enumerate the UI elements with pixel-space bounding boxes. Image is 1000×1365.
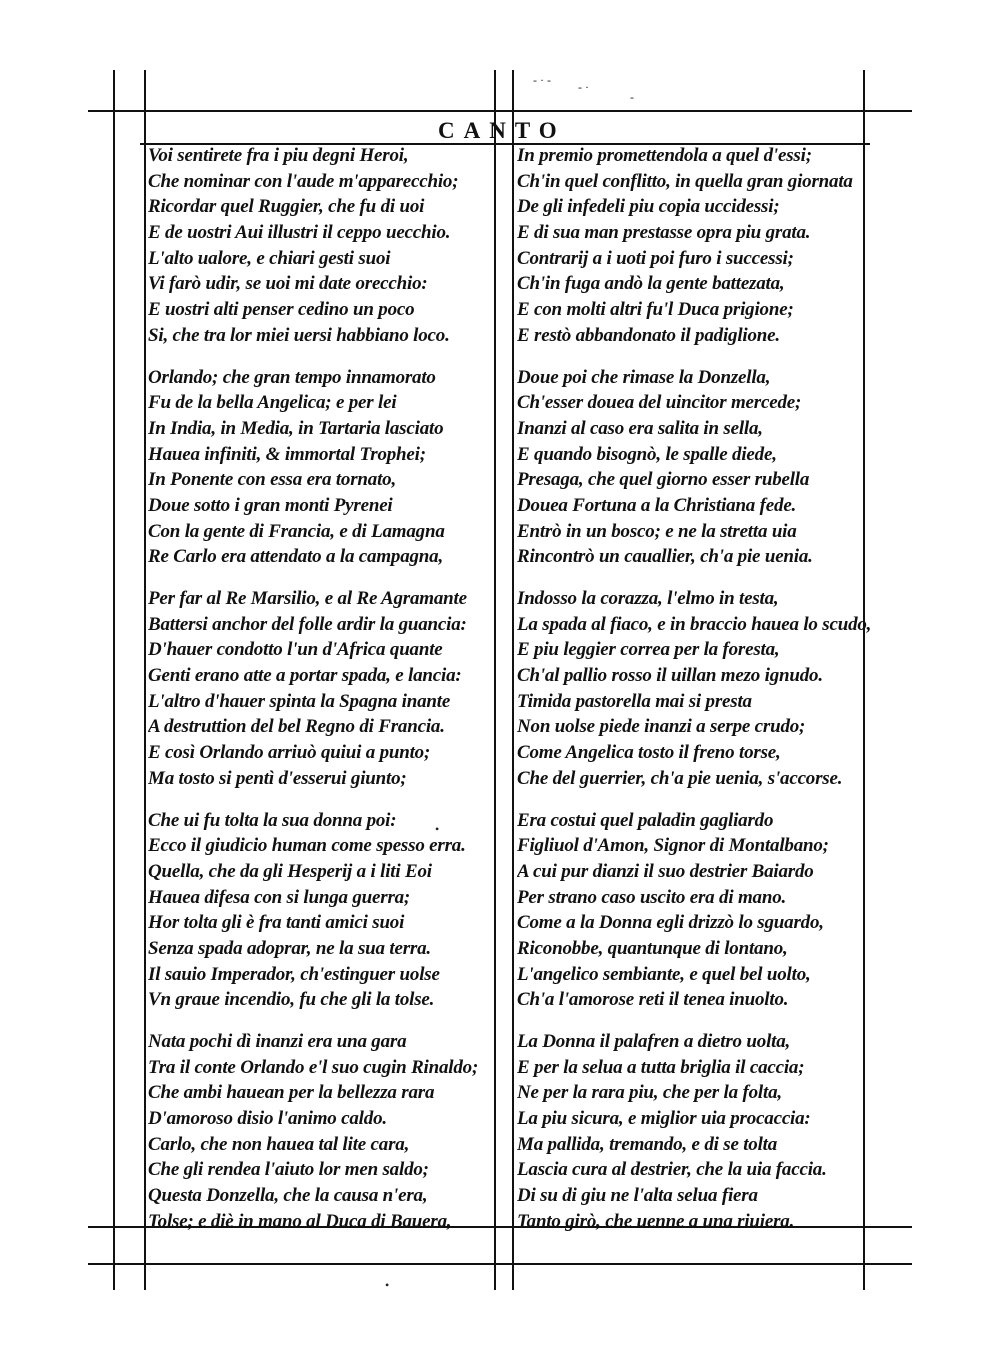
verse-line: Ch'a l'amorose reti il tenea inuolto. — [517, 989, 789, 1011]
verse-line: D'amoroso disio l'animo caldo. — [148, 1108, 387, 1130]
stanza — [148, 143, 493, 349]
top-horizontal-rule — [88, 110, 912, 112]
verse-line: Ch'esser douea del uincitor mercede; — [517, 392, 802, 414]
verse-line: La spada al fiaco, e in braccio hauea lo scudo, — [517, 613, 872, 635]
verse-line: Vn graue incendio, fu che gli la tolse. — [148, 989, 435, 1011]
verse-line: E quando bisognò, le spalle diede, — [517, 443, 777, 465]
verse-line: Tra il conte Orlando e'l suo cugin Rinaldo; — [148, 1056, 479, 1078]
scan-speck: • — [385, 1278, 390, 1292]
verse-line: Si, che tra lor miei uersi habbiano loco. — [148, 324, 450, 346]
verse-line: Il sauio Imperador, ch'estinguer uolse — [148, 963, 440, 985]
verse-line: L'angelico sembiante, e quel bel uolto, — [517, 963, 811, 985]
stanza — [148, 808, 493, 1014]
verse-line: Doue sotto i gran monti Pyrenei — [148, 494, 393, 516]
verse-line: Inanzi al caso era salita in sella, — [517, 417, 763, 439]
verse-line: Ch'in fuga andò la gente battezata, — [517, 273, 785, 295]
verse-line: In Ponente con essa era tornato, — [148, 469, 397, 491]
left-outer-vertical-rule — [113, 70, 115, 1290]
verse-line: Hor tolta gli è fra tanti amici suoi — [148, 912, 405, 934]
verse-line: Ma tosto si pentì d'esserui giunto; — [148, 767, 407, 789]
verse-line: De gli infedeli piu copia uccidessi; — [517, 196, 780, 218]
verse-line: Quella, che da gli Hesperij a i liti Eoi — [148, 860, 432, 882]
scan-speck: - · - — [533, 73, 551, 87]
verse-line: Timida pastorella mai si presta — [517, 690, 752, 712]
center-vertical-rule-1 — [494, 70, 496, 1290]
verse-line: Voi sentirete fra i piu degni Heroi, — [148, 145, 409, 166]
left-column — [148, 143, 493, 1251]
verse-line: La piu sicura, e miglior uia procaccia: — [517, 1108, 811, 1130]
verse-line: Di su di giu ne l'alta selua fiera — [517, 1185, 758, 1207]
verse-line: Come Angelica tosto il freno torse, — [517, 742, 781, 764]
verse-line: Genti erano atte a portar spada, e lancia: — [148, 665, 462, 687]
verse-line: Lascia cura al destrier, che la uia faccia. — [517, 1159, 827, 1181]
verse-line: E di sua man prestasse opra piu grata. — [517, 222, 811, 244]
verse-line: Doue poi che rimase la Donzella, — [517, 366, 771, 388]
verse-line: Douea Fortuna a la Christiana fede. — [517, 494, 797, 516]
stanza — [517, 808, 877, 1014]
verse-line: Che del guerrier, ch'a pie uenia, s'accorse. — [517, 767, 843, 789]
stanza — [517, 586, 877, 792]
verse-line: Battersi anchor del folle ardir la guancia: — [148, 613, 467, 635]
verse-line: Che gli rendea l'aiuto lor men saldo; — [148, 1159, 429, 1181]
verse-line: In India, in Media, in Tartaria lasciato — [148, 417, 444, 439]
verse-line: La Donna il palafren a dietro uolta, — [517, 1031, 791, 1052]
verse-line: Hauea difesa con si lunga guerra; — [148, 886, 411, 908]
stanza — [148, 365, 493, 571]
verse-line: Che nominar con l'aude m'apparecchio; — [148, 170, 459, 192]
verse-line: Re Carlo era attendato a la campagna, — [148, 546, 444, 568]
verse-line: Orlando; che gran tempo innamorato — [148, 366, 436, 388]
stanza — [517, 365, 877, 571]
verse-line: Ch'in quel conflitto, in quella gran giornata — [517, 170, 853, 192]
verse-line: Vi farò udir, se uoi mi date orecchio: — [148, 273, 428, 295]
verse-line: Carlo, che non hauea tal lite cara, — [148, 1133, 410, 1155]
verse-line: Tanto girò, che uenne a una riuiera. — [517, 1210, 795, 1232]
verse-line: A destruttion del bel Regno di Francia. — [148, 716, 445, 738]
verse-line: E restò abbandonato il padiglione. — [517, 324, 780, 346]
verse-line: Figliuol d'Amon, Signor di Montalbano; — [517, 835, 829, 857]
verse-line: Ricordar quel Ruggier, che fu di uoi — [148, 196, 425, 218]
bottom-horizontal-rule-2 — [88, 1263, 912, 1265]
verse-line: Nata pochi dì inanzi era una gara — [148, 1031, 407, 1052]
verse-line: Riconobbe, quantunque di lontano, — [517, 937, 788, 959]
stanza — [517, 143, 877, 349]
verse-line: Rincontrò un cauallier, ch'a pie uenia. — [517, 546, 813, 568]
page-title: CANTO — [438, 118, 566, 143]
center-vertical-rule-2 — [512, 70, 514, 1290]
verse-line: E con molti altri fu'l Duca prigione; — [517, 299, 794, 321]
verse-line: Contrarij a i uoti poi furo i successi; — [517, 247, 794, 269]
verse-line: L'alto ualore, e chiari gesti suoi — [148, 247, 391, 269]
verse-line: Per strano caso uscito era di mano. — [517, 886, 787, 908]
verse-line: Che ambi hauean per la bellezza rara — [148, 1082, 435, 1104]
verse-line: Ecco il giudicio human come spesso erra. — [148, 835, 466, 857]
scan-speck: • — [435, 822, 440, 836]
verse-line: Tolse; e diè in mano al Duca di Bauera, — [148, 1210, 452, 1232]
verse-line: Con la gente di Francia, e di Lamagna — [148, 520, 445, 542]
verse-line: Per far al Re Marsilio, e al Re Agramante — [148, 588, 467, 609]
verse-line: Presaga, che quel giorno esser rubella — [517, 469, 810, 491]
verse-line: Ne per la rara piu, che per la folta, — [517, 1082, 782, 1104]
verse-line: Fu de la bella Angelica; e per lei — [148, 392, 397, 414]
scan-speck: - — [630, 90, 634, 104]
right-column — [517, 143, 877, 1251]
verse-line: Ma pallida, tremando, e di se tolta — [517, 1133, 778, 1155]
verse-line: Era costui quel paladin gagliardo — [517, 809, 774, 831]
left-inner-vertical-rule — [144, 70, 146, 1290]
verse-line: L'altro d'hauer spinta la Spagna inante — [148, 690, 451, 712]
stanza — [517, 1029, 877, 1235]
stanza — [148, 1029, 493, 1235]
scan-speck: - · — [578, 80, 589, 94]
verse-line: D'hauer condotto l'un d'Africa quante — [148, 639, 443, 661]
stanza — [148, 586, 493, 792]
verse-line: Questa Donzella, che la causa n'era, — [148, 1185, 428, 1207]
verse-line: Ch'al pallio rosso il uillan mezo ignudo. — [517, 665, 823, 687]
verse-line: Entrò in un bosco; e ne la stretta uia — [517, 520, 797, 542]
verse-line: A cui pur dianzi il suo destrier Baiardo — [517, 860, 814, 882]
verse-line: E per la selua a tutta briglia il caccia; — [517, 1056, 805, 1078]
verse-line: E uostri alti penser cedino un poco — [148, 299, 415, 321]
verse-line: Come a la Donna egli drizzò lo sguardo, — [517, 912, 824, 934]
verse-line: Senza spada adoprar, ne la sua terra. — [148, 937, 431, 959]
verse-line: Che ui fu tolta la sua donna poi: — [148, 809, 397, 831]
verse-line: Hauea infiniti, & immortal Trophei; — [148, 443, 426, 465]
verse-line: E piu leggier correa per la foresta, — [517, 639, 780, 661]
verse-line: E così Orlando arriuò quiui a punto; — [148, 742, 431, 764]
verse-line: In premio promettendola a quel d'essi; — [517, 145, 812, 166]
verse-line: Indosso la corazza, l'elmo in testa, — [517, 588, 779, 609]
verse-line: Non uolse piede inanzi a serpe crudo; — [517, 716, 806, 738]
verse-line: E de uostri Aui illustri il ceppo uecchio. — [148, 222, 451, 244]
